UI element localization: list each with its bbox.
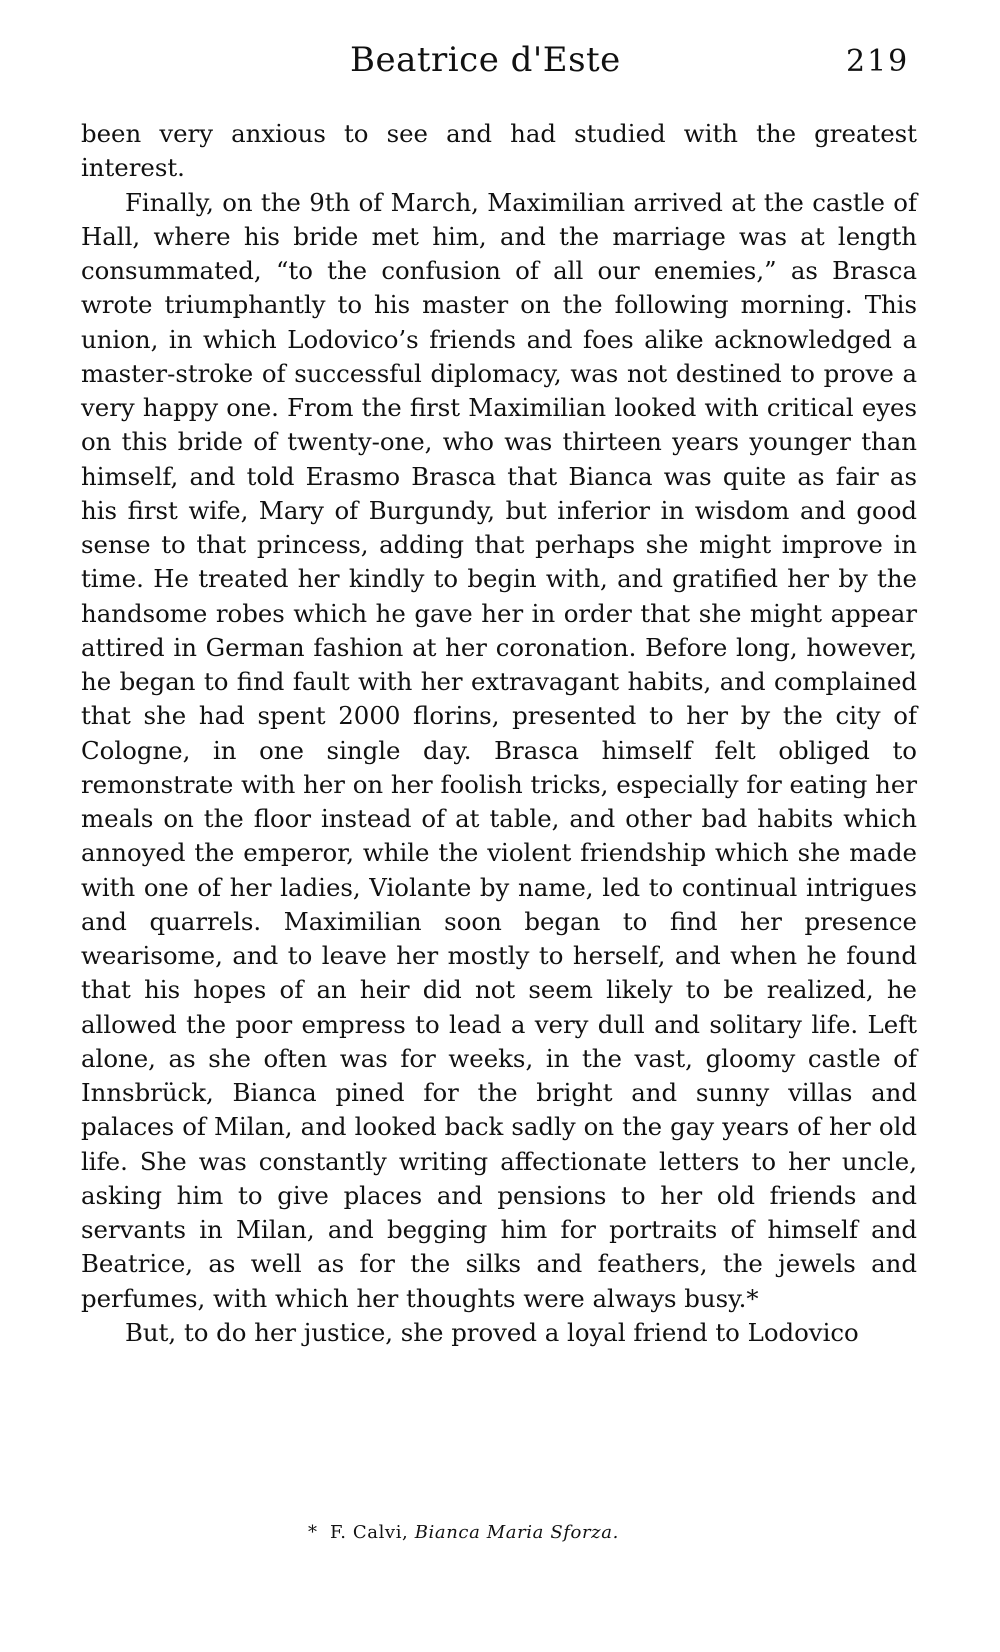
running-head	[0, 40, 1000, 90]
footnote-mark: *	[308, 1522, 318, 1543]
footnote	[308, 1522, 619, 1543]
paragraph-continued: been very anxious to see and had studied with the greatest interest.	[81, 119, 917, 183]
running-title: Beatrice d'Este	[350, 40, 621, 80]
footnote-author: F. Calvi,	[329, 1522, 409, 1543]
paragraph-marriage: Finally, on the 9th of March, Maximilian arrived at the castle of Hall, where his bride met him, and the marriage was at length consummated, “to the confusion of all our enemies,” as Brasca wrote triumphantly to his master on the following morning. This union, in which Lodovico’s friends and foes alike acknowledged a master-stroke of successful diplomacy, was not destined to prove a very happy one. From the first Maximilian looked with critical eyes on this bride of twenty-one, who was thirteen years younger than himself, and told Erasmo Brasca that Bianca was quite as fair as his first wife, Mary of Burgundy, but inferior in wisdom and good sense to that princess, adding that perhaps she might improve in time. He treated her kindly to begin with, and gratified her by the handsome robes which he gave her in order that she might appear attired in German fashion at her coronation. Before long, however, he began to find fault with her extravagant habits, and complained that she had spent 2000 florins, presented to her by the city of Cologne, in one single day. Brasca himself felt obliged to remonstrate with her on her foolish tricks, especially for eating her meals on the floor instead of at table, and other bad habits which annoyed the emperor, while the violent friendship which she made with one of her ladies, Violante by name, led to continual intrigues and quarrels. Maximilian soon began to find her presence wearisome, and to leave her mostly to herself, and when he found that his hopes of an heir did not seem likely to be realized, he allowed the poor empress to lead a very dull and solitary life. Left alone, as she often was for weeks, in the vast, gloomy castle of Innsbrück, Bianca pined for the bright and sunny villas and palaces of Milan, and looked back sadly on the gay years of her old life. She was constantly writing affectionate letters to her uncle, asking him to give places and pensions to her old friends and servants in Milan, and begging him for portraits of himself and Beatrice, as well as for the silks and feathers, the jewels and perfumes, with which her thoughts were always busy.*	[81, 187, 917, 1313]
page-number: 219	[846, 44, 910, 79]
body-text	[81, 117, 917, 1350]
paragraph-loyal-friend: But, to do her justice, she proved a loyal friend to Lodovico	[125, 1317, 859, 1347]
footnote-title: Bianca Maria Sforza.	[414, 1522, 619, 1543]
